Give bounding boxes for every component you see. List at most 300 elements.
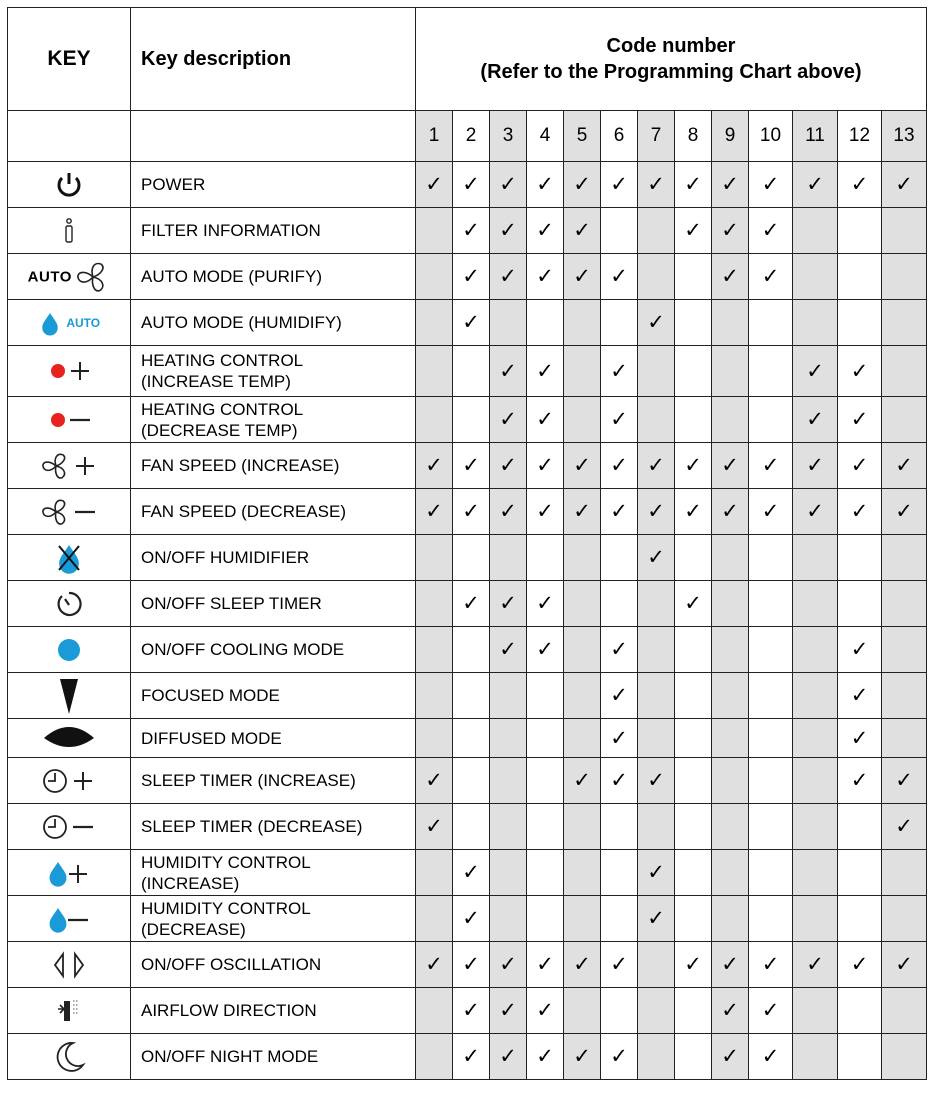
check-mark: ✓: [850, 173, 869, 196]
check-mark: ✓: [499, 219, 517, 242]
check-cell: [453, 896, 490, 942]
check-mark: ✓: [761, 265, 780, 288]
check-cell: [564, 1034, 601, 1080]
check-cell: [601, 988, 638, 1034]
heat-minus-icon: [8, 397, 131, 443]
check-mark: ✓: [536, 359, 554, 383]
check-cell: [675, 489, 712, 535]
check-cell: [638, 162, 675, 208]
check-mark: ✓: [573, 454, 591, 477]
check-cell: [675, 627, 712, 673]
check-cell: [882, 162, 927, 208]
check-cell: [749, 397, 793, 443]
key-description: DIFFUSED MODE: [131, 719, 416, 758]
check-cell: [712, 1034, 749, 1080]
check-mark: ✓: [499, 359, 517, 383]
check-mark: ✓: [684, 592, 702, 615]
table-row: [8, 254, 927, 300]
check-cell: [601, 942, 638, 988]
check-cell: [601, 758, 638, 804]
check-cell: [453, 804, 490, 850]
check-cell: [712, 443, 749, 489]
check-cell: [749, 988, 793, 1034]
check-cell: [675, 535, 712, 581]
check-mark: ✓: [850, 500, 869, 523]
check-mark: ✓: [647, 500, 665, 523]
description-header: Key description: [131, 8, 416, 111]
check-cell: [749, 627, 793, 673]
key-description-line: HEATING CONTROL: [141, 351, 304, 370]
check-cell: [675, 300, 712, 346]
check-mark: ✓: [536, 173, 554, 196]
check-cell: [453, 397, 490, 443]
check-cell: [527, 208, 564, 254]
check-mark: ✓: [850, 408, 869, 431]
check-mark: ✓: [684, 500, 702, 523]
check-cell: [490, 850, 527, 896]
key-description: FAN SPEED (DECREASE): [131, 489, 416, 535]
check-cell: [882, 627, 927, 673]
check-cell: [749, 443, 793, 489]
check-mark: ✓: [850, 769, 869, 792]
check-cell: [793, 1034, 838, 1080]
check-cell: [749, 581, 793, 627]
check-mark: ✓: [499, 500, 517, 523]
check-cell: [601, 581, 638, 627]
check-cell: [712, 988, 749, 1034]
check-cell: [601, 535, 638, 581]
check-cell: [564, 627, 601, 673]
check-mark: ✓: [536, 592, 554, 615]
check-mark: ✓: [761, 219, 780, 242]
key-description: ON/OFF OSCILLATION: [131, 942, 416, 988]
check-cell: [882, 535, 927, 581]
diffused-icon: [8, 719, 131, 758]
check-cell: [564, 162, 601, 208]
check-cell: [638, 443, 675, 489]
check-cell: [712, 535, 749, 581]
check-cell: [527, 942, 564, 988]
key-description-line: (INCREASE TEMP): [141, 372, 291, 391]
check-cell: [416, 208, 453, 254]
check-cell: [453, 489, 490, 535]
check-cell: [793, 254, 838, 300]
check-cell: [838, 254, 882, 300]
table-row: [8, 162, 927, 208]
check-cell: [749, 850, 793, 896]
check-cell: [675, 208, 712, 254]
check-cell: [453, 300, 490, 346]
check-mark: ✓: [499, 408, 517, 431]
key-description: ON/OFF HUMIDIFIER: [131, 535, 416, 581]
code-number-4: 4: [527, 111, 564, 162]
check-cell: [564, 535, 601, 581]
code-number-8: 8: [675, 111, 712, 162]
check-mark: ✓: [610, 638, 628, 661]
check-cell: [793, 346, 838, 397]
check-cell: [882, 300, 927, 346]
check-cell: [749, 673, 793, 719]
check-cell: [490, 673, 527, 719]
check-cell: [675, 397, 712, 443]
oscillation-icon: [8, 942, 131, 988]
check-cell: [601, 719, 638, 758]
check-mark: ✓: [610, 953, 628, 976]
check-cell: [882, 850, 927, 896]
check-cell: [453, 673, 490, 719]
table-row: [8, 346, 927, 397]
key-description-line: HUMIDITY CONTROL: [141, 852, 311, 872]
check-mark: ✓: [610, 454, 628, 477]
key-description: ON/OFF NIGHT MODE: [131, 1034, 416, 1080]
check-cell: [675, 443, 712, 489]
check-cell: [749, 896, 793, 942]
check-mark: ✓: [499, 953, 517, 976]
check-cell: [675, 758, 712, 804]
check-cell: [793, 627, 838, 673]
check-cell: [601, 896, 638, 942]
check-cell: [416, 581, 453, 627]
check-cell: [416, 443, 453, 489]
key-description: FOCUSED MODE: [131, 673, 416, 719]
check-cell: [564, 346, 601, 397]
check-cell: [675, 162, 712, 208]
code-number-3: 3: [490, 111, 527, 162]
check-mark: ✓: [647, 173, 665, 196]
check-cell: [838, 535, 882, 581]
check-cell: [838, 988, 882, 1034]
check-cell: [601, 673, 638, 719]
check-cell: [638, 896, 675, 942]
check-cell: [638, 346, 675, 397]
humidity-plus-icon: [8, 850, 131, 896]
check-cell: [453, 850, 490, 896]
check-mark: ✓: [425, 769, 443, 792]
check-cell: [882, 1034, 927, 1080]
check-cell: [601, 850, 638, 896]
check-cell: [675, 942, 712, 988]
check-cell: [564, 673, 601, 719]
check-cell: [453, 208, 490, 254]
check-cell: [793, 208, 838, 254]
check-cell: [490, 535, 527, 581]
key-description-line: (DECREASE): [141, 919, 246, 939]
check-mark: ✓: [462, 999, 480, 1022]
check-cell: [490, 942, 527, 988]
check-mark: ✓: [536, 999, 554, 1022]
check-mark: ✓: [895, 953, 913, 976]
check-mark: ✓: [610, 265, 628, 288]
check-cell: [793, 804, 838, 850]
key-description: [131, 896, 416, 942]
check-cell: [416, 988, 453, 1034]
check-mark: ✓: [721, 265, 739, 288]
check-mark: ✓: [573, 173, 591, 196]
check-mark: ✓: [850, 726, 869, 750]
check-mark: ✓: [462, 173, 480, 196]
code-number-2: 2: [453, 111, 490, 162]
humidifier-off-icon: [8, 535, 131, 581]
check-cell: [838, 942, 882, 988]
check-mark: ✓: [721, 173, 739, 196]
key-description-line: HEATING CONTROL: [141, 399, 304, 419]
check-cell: [638, 489, 675, 535]
table-row: [8, 804, 927, 850]
check-cell: [490, 719, 527, 758]
check-mark: ✓: [573, 265, 591, 288]
table-row: [8, 443, 927, 489]
check-cell: [527, 1034, 564, 1080]
check-mark: ✓: [721, 999, 739, 1022]
check-cell: [638, 300, 675, 346]
check-cell: [527, 581, 564, 627]
check-cell: [712, 942, 749, 988]
check-mark: ✓: [610, 359, 628, 383]
check-cell: [712, 896, 749, 942]
key-description-line: (DECREASE TEMP): [141, 420, 298, 440]
humidity-minus-icon: [8, 896, 131, 942]
check-cell: [838, 758, 882, 804]
check-cell: [882, 896, 927, 942]
check-cell: [527, 627, 564, 673]
check-cell: [416, 673, 453, 719]
check-mark: ✓: [499, 999, 517, 1022]
check-mark: ✓: [610, 408, 628, 431]
check-cell: [712, 581, 749, 627]
check-cell: [749, 1034, 793, 1080]
check-cell: [882, 489, 927, 535]
key-description-line: (INCREASE): [141, 873, 240, 893]
check-cell: [453, 719, 490, 758]
check-mark: ✓: [761, 953, 780, 976]
check-mark: ✓: [647, 861, 665, 884]
check-cell: [527, 850, 564, 896]
check-cell: [793, 942, 838, 988]
check-cell: [490, 208, 527, 254]
check-cell: [838, 208, 882, 254]
code-number-10: 10: [749, 111, 793, 162]
check-cell: [601, 254, 638, 300]
check-cell: [675, 850, 712, 896]
check-mark: ✓: [499, 454, 517, 477]
check-mark: ✓: [462, 592, 480, 615]
check-cell: [453, 581, 490, 627]
check-cell: [490, 804, 527, 850]
check-mark: ✓: [462, 311, 480, 334]
check-cell: [712, 758, 749, 804]
check-mark: ✓: [425, 454, 443, 477]
key-description: SLEEP TIMER (DECREASE): [131, 804, 416, 850]
check-cell: [527, 988, 564, 1034]
auto-blue-text: AUTO: [66, 315, 101, 330]
check-mark: ✓: [536, 265, 554, 288]
check-cell: [793, 489, 838, 535]
table-row: [8, 489, 927, 535]
check-cell: [638, 758, 675, 804]
table-row: [8, 942, 927, 988]
check-cell: [527, 804, 564, 850]
check-cell: [638, 581, 675, 627]
key-description-line: HUMIDITY CONTROL: [141, 898, 311, 918]
check-cell: [416, 254, 453, 300]
check-cell: [453, 988, 490, 1034]
check-mark: ✓: [684, 173, 702, 196]
check-mark: ✓: [499, 638, 517, 661]
check-mark: ✓: [425, 815, 443, 838]
table-row: [8, 758, 927, 804]
check-cell: [712, 397, 749, 443]
check-mark: ✓: [462, 861, 480, 884]
check-cell: [490, 443, 527, 489]
check-cell: [601, 1034, 638, 1080]
check-cell: [838, 162, 882, 208]
check-cell: [453, 627, 490, 673]
check-cell: [882, 942, 927, 988]
check-cell: [638, 719, 675, 758]
code-number-6: 6: [601, 111, 638, 162]
check-cell: [490, 489, 527, 535]
check-mark: ✓: [536, 953, 554, 976]
code-number-row: [8, 111, 927, 162]
check-mark: ✓: [850, 953, 869, 976]
check-mark: ✓: [499, 265, 517, 288]
check-cell: [601, 300, 638, 346]
table-row: [8, 208, 927, 254]
check-cell: [416, 535, 453, 581]
check-cell: [416, 300, 453, 346]
check-cell: [564, 896, 601, 942]
check-mark: ✓: [895, 500, 913, 523]
key-description: AUTO MODE (HUMIDIFY): [131, 300, 416, 346]
check-cell: [838, 850, 882, 896]
filter-info-icon: [8, 208, 131, 254]
check-cell: [416, 758, 453, 804]
check-cell: [527, 535, 564, 581]
code-number-1: 1: [416, 111, 453, 162]
check-cell: [793, 988, 838, 1034]
check-cell: [675, 673, 712, 719]
check-mark: ✓: [761, 999, 780, 1022]
header-row: [8, 8, 927, 111]
check-cell: [638, 850, 675, 896]
timer-plus-icon: [8, 758, 131, 804]
check-cell: [793, 535, 838, 581]
check-cell: [749, 804, 793, 850]
check-mark: ✓: [499, 592, 517, 615]
check-cell: [675, 1034, 712, 1080]
check-mark: ✓: [895, 454, 913, 477]
check-cell: [675, 254, 712, 300]
check-cell: [793, 162, 838, 208]
check-cell: [882, 254, 927, 300]
code-number-7: 7: [638, 111, 675, 162]
check-mark: ✓: [462, 265, 480, 288]
check-cell: [882, 673, 927, 719]
check-cell: [416, 942, 453, 988]
check-cell: [793, 673, 838, 719]
key-description: AUTO MODE (PURIFY): [131, 254, 416, 300]
check-cell: [638, 254, 675, 300]
check-mark: ✓: [536, 219, 554, 242]
check-cell: [490, 397, 527, 443]
check-cell: [490, 896, 527, 942]
check-mark: ✓: [721, 219, 739, 242]
check-cell: [490, 1034, 527, 1080]
check-cell: [638, 673, 675, 719]
focused-icon: [8, 673, 131, 719]
check-cell: [793, 443, 838, 489]
check-mark: ✓: [806, 408, 824, 431]
check-cell: [564, 254, 601, 300]
check-mark: ✓: [573, 769, 591, 792]
check-cell: [638, 804, 675, 850]
check-cell: [712, 489, 749, 535]
check-cell: [712, 804, 749, 850]
key-description: POWER: [131, 162, 416, 208]
cooling-dot-icon: [8, 627, 131, 673]
check-cell: [564, 397, 601, 443]
power-icon: [8, 162, 131, 208]
check-mark: ✓: [895, 815, 913, 838]
check-cell: [675, 988, 712, 1034]
check-cell: [749, 942, 793, 988]
check-cell: [564, 489, 601, 535]
check-cell: [416, 397, 453, 443]
blank-key-cell: [8, 111, 131, 162]
key-description: SLEEP TIMER (INCREASE): [131, 758, 416, 804]
check-cell: [882, 443, 927, 489]
check-cell: [712, 346, 749, 397]
table-row: [8, 988, 927, 1034]
check-cell: [564, 804, 601, 850]
check-cell: [564, 719, 601, 758]
table-row: [8, 535, 927, 581]
check-cell: [712, 850, 749, 896]
check-cell: [838, 719, 882, 758]
check-mark: ✓: [684, 454, 702, 477]
check-cell: [416, 896, 453, 942]
table-row: [8, 397, 927, 443]
check-cell: [675, 346, 712, 397]
check-cell: [838, 1034, 882, 1080]
check-cell: [838, 896, 882, 942]
timer-minus-icon: [8, 804, 131, 850]
check-cell: [793, 850, 838, 896]
table-row: [8, 300, 927, 346]
check-cell: [882, 719, 927, 758]
check-mark: ✓: [425, 500, 443, 523]
check-mark: ✓: [573, 219, 591, 242]
check-mark: ✓: [721, 1045, 739, 1068]
check-cell: [882, 208, 927, 254]
check-mark: ✓: [462, 454, 480, 477]
heat-plus-icon: [8, 346, 131, 397]
check-cell: [453, 535, 490, 581]
check-cell: [638, 942, 675, 988]
check-mark: ✓: [536, 454, 554, 477]
check-cell: [453, 1034, 490, 1080]
check-cell: [527, 673, 564, 719]
table-row: [8, 850, 927, 896]
check-mark: ✓: [761, 1045, 780, 1068]
auto-humidify-icon: [8, 300, 131, 346]
check-cell: [527, 758, 564, 804]
key-description: FAN SPEED (INCREASE): [131, 443, 416, 489]
check-cell: [838, 581, 882, 627]
check-mark: ✓: [721, 500, 739, 523]
check-cell: [882, 346, 927, 397]
check-mark: ✓: [610, 1045, 628, 1068]
